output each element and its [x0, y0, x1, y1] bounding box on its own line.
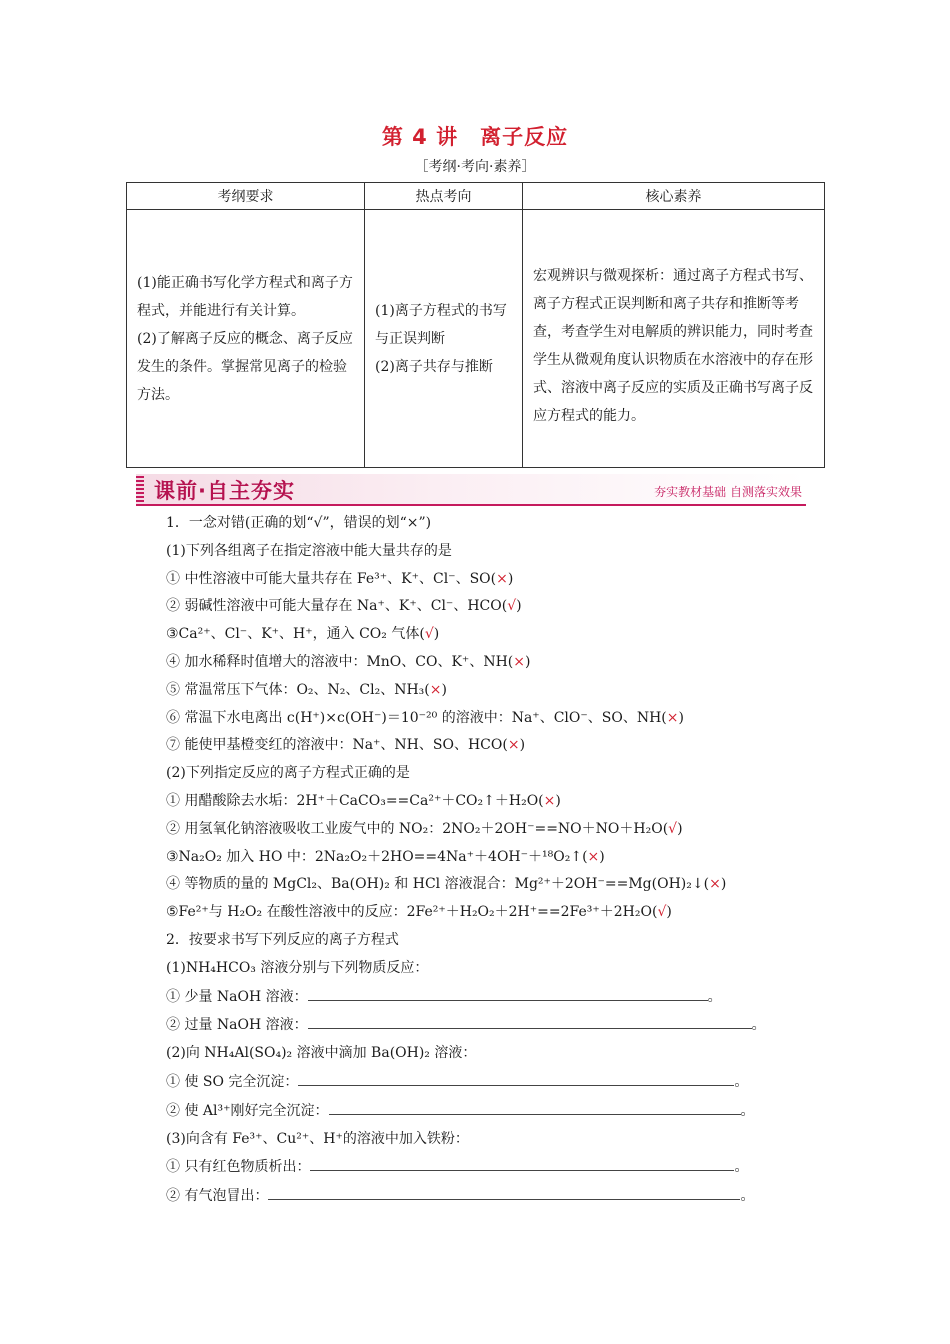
answer-item: ① 只有红色物质析出： 。 — [166, 1153, 826, 1182]
answer-mark: × — [496, 570, 508, 587]
answer-blank[interactable] — [308, 1011, 752, 1029]
page-subtitle: ［考纲·考向·素养］ — [414, 159, 536, 175]
section1-heading: 1．一念对错(正确的划“√”，错误的划“×”) — [166, 515, 432, 531]
answer-mark: √ — [657, 904, 667, 921]
hotspot-1: (1)离子方程式的书写与正误判断 — [375, 302, 507, 347]
answer-item: ① 使 SO 完全沉淀： 。 — [166, 1068, 826, 1097]
answer-mark: × — [543, 792, 556, 809]
requirements-cell — [127, 210, 365, 468]
q2-title: (2)向 NH₄Al(SO₄)₂ 溶液中滴加 Ba(OH)₂ 溶液： — [166, 1045, 477, 1062]
judge-item: ① 用醋酸除去水垢：2H⁺＋CaCO₃==Ca²⁺＋CO₂↑＋H₂O(×) — [166, 792, 561, 809]
answer-blank[interactable] — [308, 983, 708, 1001]
judge-item: ④ 等物质的量的 MgCl₂、Ba(OH)₂ 和 HCl 溶液混合：Mg²⁺＋2OH⁻==Mg(OH)₂↓(×) — [166, 876, 727, 893]
judge-item: ③Ca²⁺、Cl⁻、K⁺、H⁺，通入 CO₂ 气体(√) — [166, 626, 440, 643]
banner-title: 课前·自主夯实 — [154, 479, 295, 503]
judge-item: ③Na₂O₂ 加入 HO 中：2Na₂O₂＋2HO==4Na⁺＋4OH⁻＋¹⁸O₂↑(×) — [166, 848, 605, 865]
answer-mark: √ — [668, 820, 678, 837]
answer-item: ② 有气泡冒出： 。 — [166, 1182, 826, 1211]
answer-blank[interactable] — [310, 1153, 734, 1171]
requirement-1: (1)能正确书写化学方程式和离子方程式，并能进行有关计算。 — [137, 274, 353, 319]
header-literacy: 核心素养 — [523, 183, 825, 210]
judge-item: ② 弱碱性溶液中可能大量存在 Na⁺、K⁺、Cl⁻、HCO(√) — [166, 598, 522, 615]
banner-tag: 夯实教材基础 自测落实效果 — [654, 485, 802, 499]
outline-table — [126, 182, 825, 468]
judge-item: ④ 加水稀释时值增大的溶液中：MnO、CO、K⁺、NH(×) — [166, 653, 531, 670]
page-title: 第 4 讲 离子反应 — [381, 125, 569, 149]
answer-mark: × — [709, 876, 721, 893]
answer-blank[interactable] — [329, 1097, 741, 1115]
judge-item: ② 用氢氧化钠溶液吸收工业废气中的 NO₂：2NO₂＋2OH⁻==NO＋NO＋H₂O(√) — [166, 820, 683, 837]
judge-item: ⑦ 能使甲基橙变红的溶液中：Na⁺、NH、SO、HCO(×) — [166, 737, 526, 754]
answer-mark: × — [587, 848, 600, 865]
answer-mark: × — [429, 681, 442, 698]
requirement-2: (2)了解离子反应的概念、离子反应发生的条件。掌握常见离子的检验方法。 — [137, 330, 353, 403]
section-banner — [136, 474, 806, 506]
answer-blank[interactable] — [268, 1182, 740, 1200]
answer-item: ② 过量 NaOH 溶液： 。 — [166, 1011, 826, 1040]
answer-item: ② 使 Al³⁺刚好完全沉淀： 。 — [166, 1097, 826, 1126]
judge-item: ⑥ 常温下水电离出 c(H⁺)×c(OH⁻)＝10⁻²⁰ 的溶液中：Na⁺、ClO⁻、SO、NH(×) — [166, 709, 684, 726]
answer-item: ① 少量 NaOH 溶液： 。 — [166, 983, 826, 1012]
hotspots-cell — [365, 210, 523, 468]
header-requirements: 考纲要求 — [127, 183, 365, 210]
part1-title: (1)下列各组离子在指定溶液中能大量共存的是 — [166, 542, 452, 559]
judge-item: ⑤ 常温常压下气体：O₂、N₂、Cl₂、NH₃(×) — [166, 681, 447, 698]
header-hotspots: 热点考向 — [365, 183, 523, 210]
answer-mark: √ — [507, 598, 517, 615]
q1-title: (1)NH₄HCO₃ 溶液分别与下列物质反应： — [166, 959, 429, 976]
answer-blank[interactable] — [298, 1068, 734, 1086]
literacy-cell: 宏观辨识与微观探析：通过离子方程式书写、离子方程式正误判断和离子共存和推断等考查，考查学生对电解质的辨识能力，同时考查学生从微观角度认识物质在水溶液中的存在形式、溶液中离子反应的实质及正确书写离子反应方程式的能力。 — [523, 210, 825, 468]
q3-title: (3)向含有 Fe³⁺、Cu²⁺、H⁺的溶液中加入铁粉： — [166, 1130, 469, 1147]
section2-heading: 2．按要求书写下列反应的离子方程式 — [166, 931, 399, 948]
part2-title: (2)下列指定反应的离子方程式正确的是 — [166, 765, 410, 782]
judge-item: ⑤Fe²⁺与 H₂O₂ 在酸性溶液中的反应：2Fe²⁺＋H₂O₂＋2H⁺==2Fe³⁺＋2H₂O(√) — [166, 904, 672, 921]
answer-mark: √ — [424, 626, 434, 643]
hotspot-2: (2)离子共存与推断 — [375, 358, 493, 375]
answer-mark: × — [513, 653, 525, 670]
answer-mark: × — [666, 709, 679, 726]
answer-mark: × — [507, 737, 520, 754]
judge-item: ① 中性溶液中可能大量共存在 Fe³⁺、K⁺、Cl⁻、SO(×) — [166, 570, 514, 587]
banner-stripe-decoration — [136, 476, 144, 502]
exercise-content — [166, 510, 826, 1211]
